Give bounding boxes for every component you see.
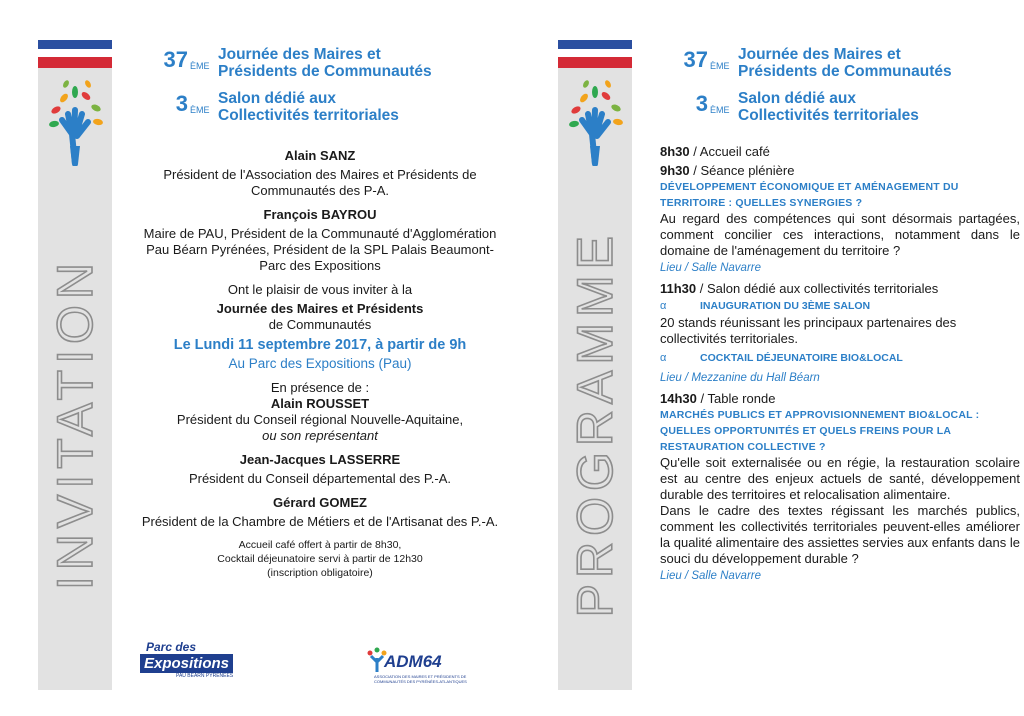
schedule-item: 8h30 / Accueil café [660,144,770,159]
invite-event: Journée des Maires et Présidents [216,301,424,316]
guest-role: Président du Conseil départemental des P.-A. [188,471,452,486]
event-venue: Au Parc des Expositions (Pau) [228,356,412,371]
event-title: Journée des Maires et Présidents de Communautés [738,46,952,80]
flag-stripes [38,40,112,68]
invite-event-cont: de Communautés [268,317,372,332]
salon-number: 3 [695,91,708,116]
vertical-title: PROGRAMME [567,230,623,618]
salon-title: Salon dédié aux Collectivités territoriales [738,90,919,124]
vertical-title: INVITATION [47,257,103,591]
session-theme: MARCHÉS PUBLICS ET APPROVISIONNEMENT BIO&LOCAL : QUELLES OPPORTUNITÉS ET QUELS FREINS POUR LA RESTAURATION COLLECTIVE ? [660,409,980,453]
event-title: Journée des Maires et Présidents de Communautés [218,46,432,80]
host-role: Président de l'Association des Maires et Présidents de Communautés des P-A. [163,167,477,198]
invite-text: Ont le plaisir de vous inviter à la [227,282,413,297]
presence-label: En présence de : [270,380,370,395]
practical-note: (inscription obligatoire) [267,567,373,579]
sidebar [38,68,112,690]
guest-role: Président du Conseil régional Nouvelle-Aquitaine, [176,412,464,427]
practical-note: Accueil café offert à partir de 8h30, [238,539,402,551]
session-description: Au regard des compétences qui sont désormais partagées, comment concilier ces interactions, notamment dans le domaine de l'aménagement du territoire ? [660,211,1020,258]
event-header: 37 ÈME Journée des Maires et Présidents de Communautés 3 ÈME Salon dédié aux Collectivités territoriales [160,46,432,134]
session-description: 20 stands réunissant les principaux partenaires des collectivités territoriales. [660,315,957,346]
edition-number: 37 [163,47,188,72]
host-name: François BAYROU [263,207,377,222]
guest-note: ou son représentant [262,428,378,443]
session-description: Qu'elle soit externalisée ou en régie, la restauration scolaire est au centre des enjeux actuels de santé, développement durable des territoires et relocalisation alimentaire. [660,455,1020,502]
salon-title: Salon dédié aux Collectivités territoriales [218,90,399,124]
session-theme: DÉVELOPPEMENT ÉCONOMIQUE ET AMÉNAGEMENT DU TERRITOIRE : QUELLES SYNERGIES ? [660,181,959,209]
programme-body [660,144,1020,589]
programme-panel [558,40,1024,690]
event-header: 37 ÈME Journée des Maires et Présidents de Communautés 3 ÈME Salon dédié aux Collectivités territoriales [680,46,952,134]
sidebar [558,68,632,690]
session-description: Dans le cadre des textes régissant les marchés publics, comment les collectivités territoriales peuvent-elles améliorer la qualité alimentaire des assiettes servies aux enfants dans le souci du développement durable ? [660,503,1020,566]
session-location: Lieu / Salle Navarre [660,262,761,274]
invitation-body [140,148,500,583]
session-location: Lieu / Mezzanine du Hall Béarn [660,372,820,384]
partner-logos [140,640,500,688]
parc-expositions-logo: Parc des Expositions PAU BÉARN PYRÉNÉES [140,640,240,678]
practical-note: Cocktail déjeunatoire servi à partir de 12h30 [217,553,423,565]
host-role: Maire de PAU, Président de la Communauté d'Agglomération Pau Béarn Pyrénées, Président de la SPL Palais Beaumont-Parc des Expositions [143,226,497,273]
tree-hand-logo-icon [44,76,106,166]
host-name: Alain SANZ [284,148,356,163]
event-date: Le Lundi 11 septembre 2017, à partir de 9h [173,337,467,353]
guest-role: Président de la Chambre de Métiers et de l'Artisanat des P.-A. [141,514,499,529]
bullet-item: α COCKTAIL DÉJEUNATOIRE BIO&LOCAL [660,352,903,364]
schedule-item: 14h30 / Table ronde [660,391,776,406]
guest-name: Jean-Jacques LASSERRE [239,452,401,467]
tree-hand-logo-icon [564,76,626,166]
invitation-panel [38,40,508,690]
schedule-item: 9h30 / Séance plénière [660,163,795,178]
edition-number: 37 [683,47,708,72]
session-location: Lieu / Salle Navarre [660,570,761,582]
guest-name: Alain ROUSSET [270,396,370,411]
flag-stripes [558,40,632,68]
schedule-item: 11h30 / Salon dédié aux collectivités territoriales [660,281,939,296]
bullet-item: α INAUGURATION DU 3ÈME SALON [660,300,871,312]
guest-name: Gérard GOMEZ [273,495,367,510]
adm64-logo: ADM64 ASSOCIATION DES MAIRES ET PRÉSIDENTS DE COMMUNAUTÉS DES PYRÉNÉES-ATLANTIQUES [362,642,482,682]
salon-number: 3 [175,91,188,116]
